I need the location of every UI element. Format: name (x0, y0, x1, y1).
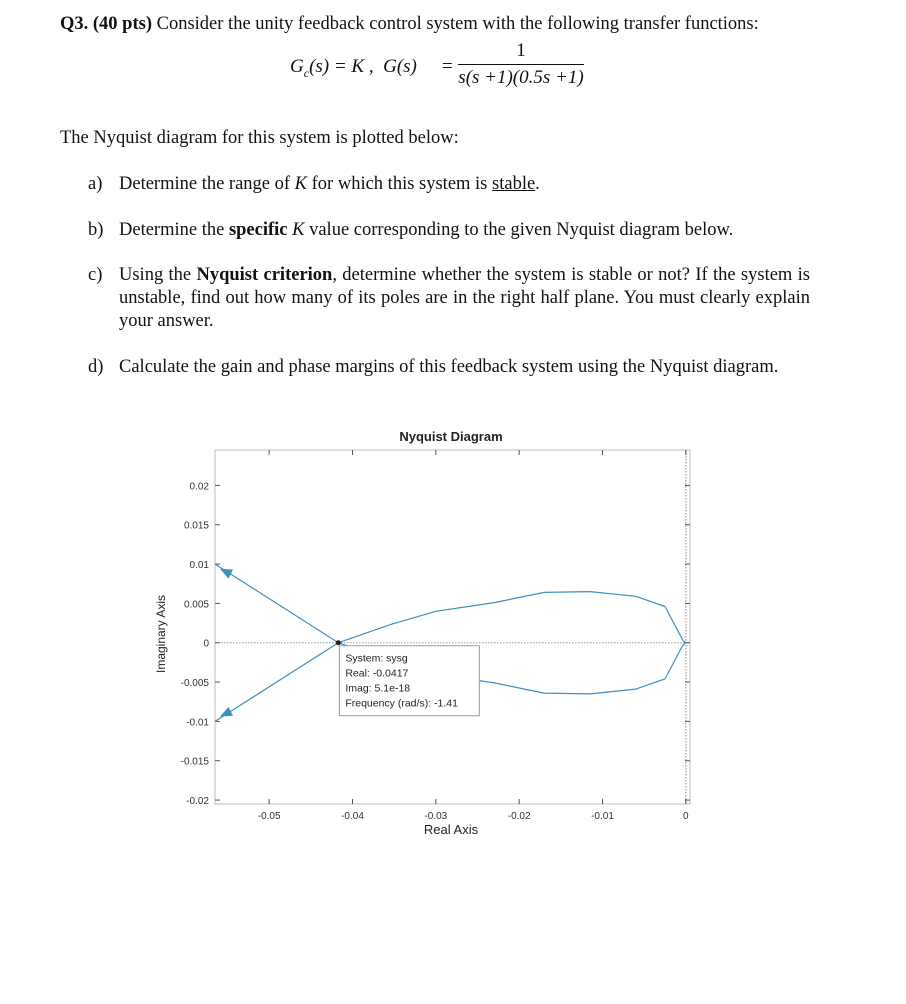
plot-area (181, 450, 690, 822)
x-tick-label: -0.04 (341, 811, 364, 822)
equals-sign: = (442, 56, 453, 77)
x-tick-label: 0 (683, 811, 689, 822)
datatip-line: Imag: 5.1e-18 (345, 682, 411, 695)
plot-frame (215, 450, 690, 804)
part-b: b) Determine the specific K value corresponding to the given Nyquist diagram below. (88, 220, 734, 240)
datatip-line: Frequency (rad/s): -1.41 (345, 697, 458, 710)
question-text: Consider the unity feedback control system with the following transfer functions: (156, 14, 759, 34)
nyquist-curve-positive (215, 564, 685, 643)
y-tick-label: -0.01 (186, 717, 209, 729)
y-tick-label: 0.01 (189, 560, 209, 572)
x-axis-label: Real Axis (423, 822, 479, 837)
plant-symbol: G(s) (383, 56, 417, 77)
numerator: 1 (516, 40, 526, 61)
y-tick-label: 0.02 (189, 481, 209, 493)
controller-transfer-function: $G_c(s) = K$ , G(s) (290, 56, 417, 80)
denominator: s(s +1)(0.5s +1) (458, 67, 584, 88)
part-c: c) Using the Nyquist criterion, determine whether the system is stable or not? If the system is unstable, find out how many of its poles are in the right half plane. You must clearly explain your answer. (88, 265, 810, 331)
x-tick-label: -0.01 (591, 811, 614, 822)
y-tick-label: -0.005 (180, 678, 209, 690)
datatip-marker (336, 640, 341, 645)
datatip-line: Real: -0.0417 (345, 667, 409, 680)
part-a: a) Determine the range of K for which this system is stable. (88, 174, 540, 194)
x-tick-label: -0.03 (424, 811, 448, 822)
stable-link: stable (492, 174, 536, 194)
y-tick-label: -0.02 (186, 796, 209, 808)
x-tick-label: -0.05 (257, 811, 281, 822)
part-d: d) Calculate the gain and phase margins of this feedback system using the Nyquist diagram. (88, 357, 779, 377)
intro-text: The Nyquist diagram for this system is plotted below: (60, 128, 459, 148)
y-axis-label: Imaginary Axis (154, 594, 168, 674)
x-tick-label: -0.02 (507, 811, 531, 822)
y-tick-label: 0.015 (183, 520, 209, 532)
chart-title: Nyquist Diagram (399, 429, 503, 444)
question-points: (40 pts) (92, 14, 152, 34)
datatip-line: System: sysg (345, 652, 408, 665)
y-tick-label: 0 (203, 638, 209, 650)
y-tick-label: 0.005 (183, 599, 209, 611)
question-number: Q3. (60, 14, 89, 34)
y-tick-label: -0.015 (180, 756, 209, 768)
